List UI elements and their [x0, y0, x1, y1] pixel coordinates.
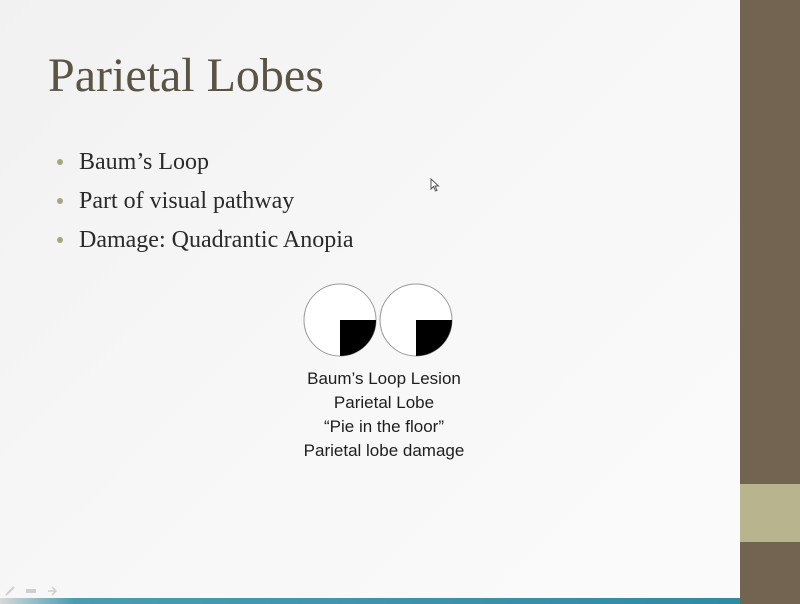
bullet-text: Damage: Quadrantic Anopia — [79, 227, 354, 253]
slide-title: Parietal Lobes — [48, 49, 324, 102]
caption-line: Parietal lobe damage — [303, 441, 465, 460]
caption-line: Baum’s Loop Lesion — [307, 369, 461, 388]
right-eye-field — [380, 284, 452, 356]
menu-icon — [26, 589, 36, 593]
bullet-text: Part of visual pathway — [79, 188, 295, 214]
bullet-item — [56, 146, 354, 185]
arrow-right-icon — [48, 587, 56, 595]
bullet-item — [56, 224, 354, 263]
bullet-item — [56, 185, 354, 224]
left-eye-field — [304, 284, 376, 356]
figure-caption — [268, 367, 500, 463]
caption-line: Parietal Lobe — [333, 393, 435, 412]
pen-icon — [6, 587, 14, 595]
player-controls[interactable] — [4, 585, 74, 597]
bullet-list — [56, 146, 354, 263]
mouse-pointer-icon — [430, 178, 440, 192]
bullet-text: Baum’s Loop — [79, 149, 209, 175]
progress-strip — [0, 598, 740, 604]
side-band-accent — [740, 484, 800, 542]
bullet-dot-icon — [57, 198, 63, 204]
bullet-dot-icon — [57, 159, 63, 165]
caption-line: “Pie in the floor” — [324, 417, 444, 436]
visual-field-diagram — [302, 282, 456, 358]
bullet-dot-icon — [57, 237, 63, 243]
